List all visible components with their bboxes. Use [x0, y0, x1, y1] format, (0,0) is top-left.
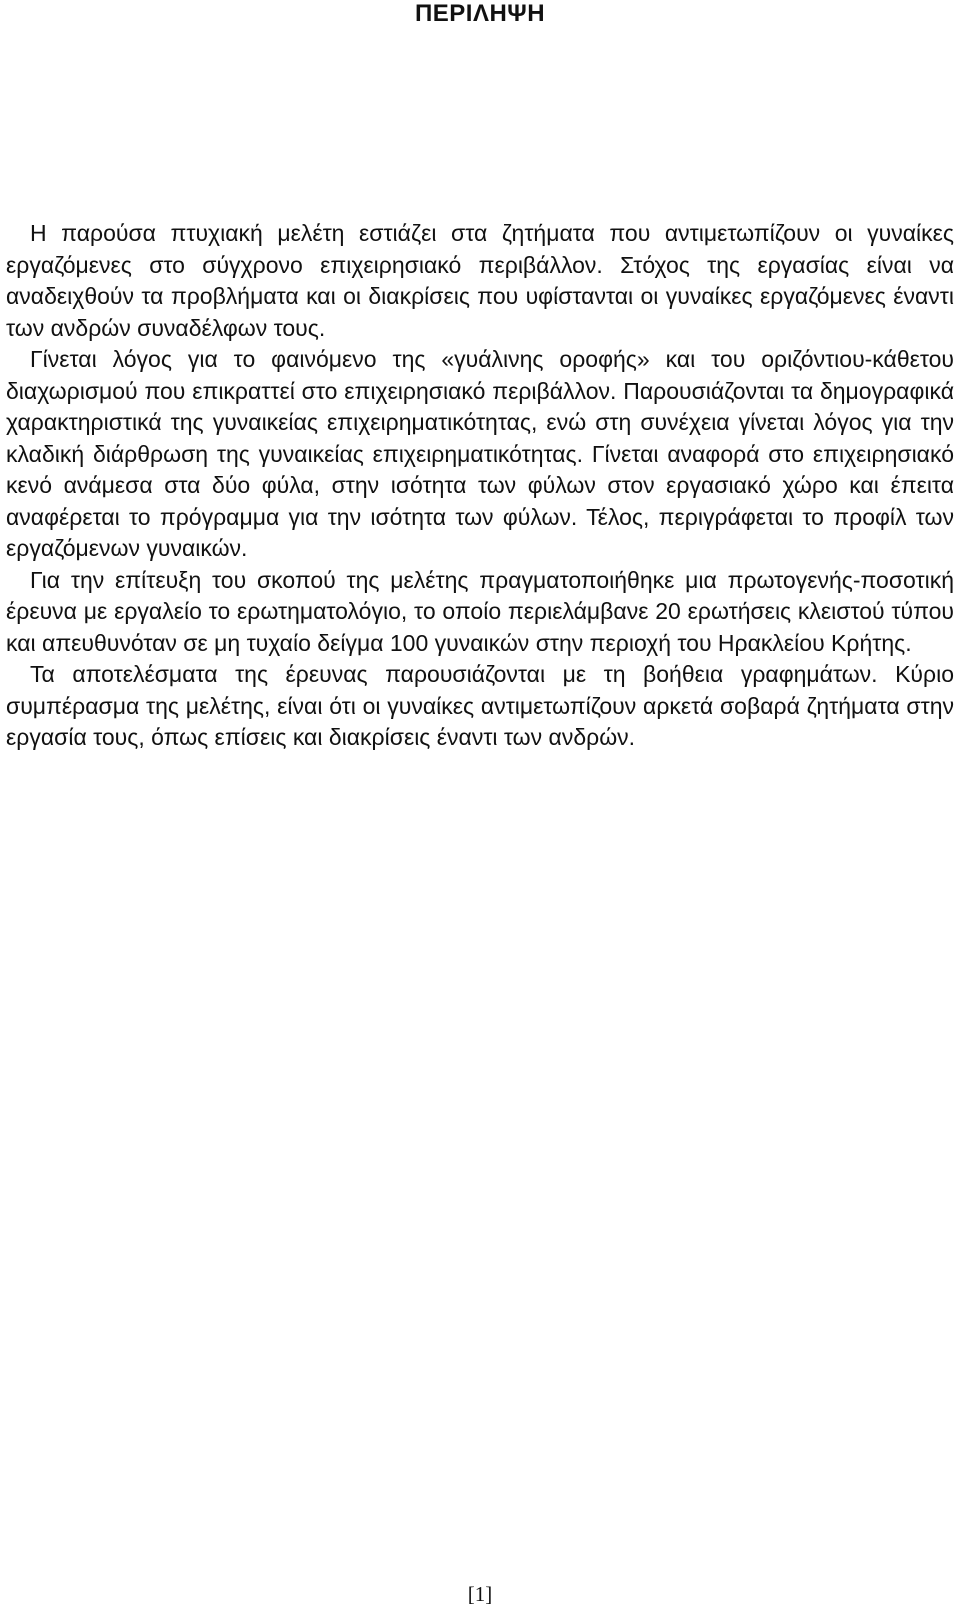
paragraph-content: Γίνεται λόγος για το φαινόμενο της «γυάλινης οροφής» και του οριζόντιου-κάθετου διαχωρισμού που επικραττεί στο επιχειρησιακό περιβάλλον. Παρουσιάζονται τα δημογραφικά χαρακτηριστικά της γυναικείας επιχειρηματικότητας, ενώ στη συνέχεια γίνεται λόγος για την κλαδική διάρθρωση της γυναικείας επιχειρηματικότητας. Γίνεται αναφορά στο επιχειρησιακό κενό ανάμεσα στα δύο φύλα, στην ισότητα των φύλων στον εργασιακό χώρο και έπειτα αναφέρεται το πρόγραμμα για την ισότητα των φύλων. Τέλος, περιγράφεται το προφίλ των εργαζόμενων γυναικών. [6, 346, 954, 561]
paragraph-purpose: Η παρούσα πτυχιακή μελέτη εστιάζει στα ζητήματα που αντιμετωπίζουν οι γυναίκες εργαζόμενες στο σύγχρονο επιχειρησιακό περιβάλλον. Στόχος της εργασίας είναι να αναδειχθούν τα προβλήματα και οι διακρίσεις που υφίστανται οι γυναίκες εργαζόμενες έναντι των ανδρών συναδέλφων τους. [6, 220, 954, 341]
paragraph-results: Τα αποτελέσματα της έρευνας παρουσιάζονται με τη βοήθεια γραφημάτων. Κύριο συμπέρασμα της μελέτης, είναι ότι οι γυναίκες αντιμετωπίζουν αρκετά σοβαρά ζητήματα στην εργασία τους, όπως επίσεις και διακρίσεις έναντι των ανδρών. [6, 661, 954, 750]
abstract-body [6, 218, 954, 754]
paragraph-methodology: Για την επίτευξη του σκοπού της μελέτης πραγματοποιήθηκε μια πρωτογενής-ποσοτική έρευνα με εργαλείο το ερωτηματολόγιο, το οποίο περιελάμβανε 20 ερωτήσεις κλειστού τύπου και απευθυνόταν σε μη τυχαίο δείγμα 100 γυναικών στην περιοχή του Ηρακλείου Κρήτης. [6, 566, 954, 656]
page-number: [1] [467, 1582, 493, 1606]
page-title: ΠΕΡΙΛΗΨΗ [414, 0, 546, 27]
